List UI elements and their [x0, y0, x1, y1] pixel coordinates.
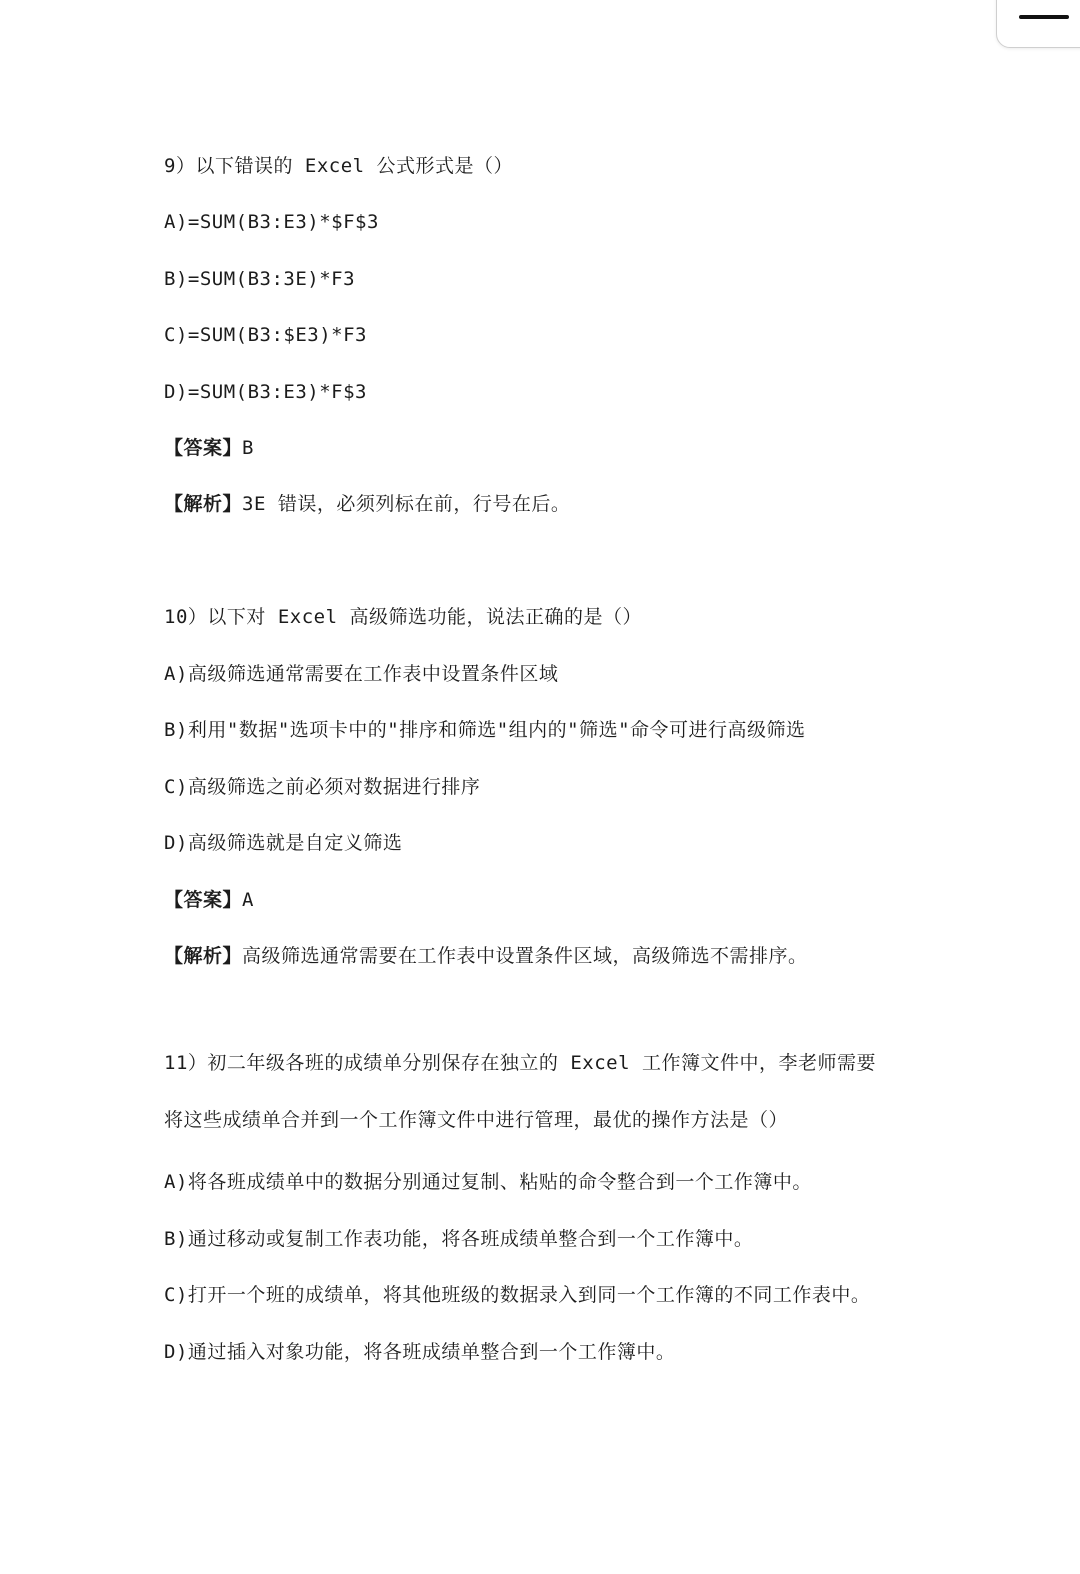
q11-option-b: B)通过移动或复制工作表功能，将各班成绩单整合到一个工作簿中。 [164, 1228, 754, 1250]
corner-menu-tab[interactable] [996, 0, 1080, 48]
q11-option-a: A)将各班成绩单中的数据分别通过复制、粘贴的命令整合到一个工作簿中。 [164, 1171, 812, 1193]
q10-answer [164, 886, 254, 914]
q10-option-b: B)利用"数据"选项卡中的"排序和筛选"组内的"筛选"命令可进行高级筛选 [164, 719, 806, 741]
q10-answer-value: A [242, 889, 254, 911]
q10-stem: 10）以下对 Excel 高级筛选功能，说法正确的是（） [164, 606, 642, 628]
q10-analysis-label: 【解析】 [164, 945, 243, 967]
q10-option-d: D)高级筛选就是自定义筛选 [164, 832, 403, 854]
q10-analysis [164, 942, 808, 970]
q10-option-c: C)高级筛选之前必须对数据进行排序 [164, 776, 481, 798]
q9-stem: 9）以下错误的 Excel 公式形式是（） [164, 155, 514, 177]
q9-analysis-label: 【解析】 [164, 493, 243, 515]
q10-analysis-text: 高级筛选通常需要在工作表中设置条件区域，高级筛选不需排序。 [242, 945, 808, 967]
q10-option-a: A)高级筛选通常需要在工作表中设置条件区域 [164, 663, 559, 685]
q11-option-c: C)打开一个班的成绩单，将其他班级的数据录入到同一个工作簿的不同工作表中。 [164, 1284, 871, 1306]
q9-option-d: D)=SUM(B3:E3)*F$3 [164, 381, 367, 403]
q9-answer [164, 434, 254, 462]
q11-option-d: D)通过插入对象功能，将各班成绩单整合到一个工作簿中。 [164, 1341, 676, 1363]
q11-stem-line2: 将这些成绩单合并到一个工作簿文件中进行管理，最优的操作方法是（） [164, 1109, 789, 1131]
q10-answer-label: 【答案】 [164, 889, 243, 911]
q9-answer-value: B [242, 437, 254, 459]
q9-answer-label: 【答案】 [164, 437, 243, 459]
q9-option-a: A)=SUM(B3:E3)*$F$3 [164, 211, 379, 233]
q11-stem-line1: 11）初二年级各班的成绩单分别保存在独立的 Excel 工作簿文件中，李老师需要 [164, 1052, 876, 1074]
q9-analysis-text: 3E 错误，必须列标在前，行号在后。 [242, 493, 571, 515]
menu-handle-icon[interactable] [1019, 15, 1069, 19]
q9-option-c: C)=SUM(B3:$E3)*F3 [164, 324, 367, 346]
q9-option-b: B)=SUM(B3:3E)*F3 [164, 268, 356, 290]
q9-analysis [164, 490, 570, 518]
